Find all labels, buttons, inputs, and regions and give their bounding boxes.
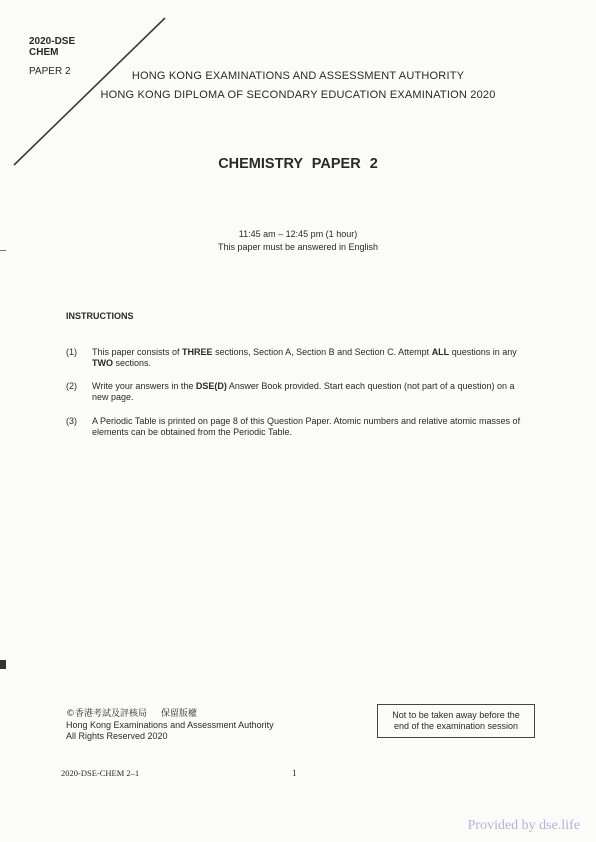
exam-heading: HONG KONG DIPLOMA OF SECONDARY EDUCATION EXAMINATION 2020 (100, 89, 496, 101)
copyright-chinese (66, 708, 274, 720)
instruction-number: (3) (66, 416, 77, 426)
copyright-chinese-rights: 保留版權 (161, 709, 198, 719)
authority-heading: HONG KONG EXAMINATIONS AND ASSESSMENT AUTHORITY (131, 70, 465, 82)
copyright-english-name: Hong Kong Examinations and Assessment Authority (66, 720, 274, 730)
instruction-item-3 (66, 416, 528, 438)
footer-paper-code: 2020-DSE-CHEM 2–1 (61, 768, 140, 778)
instruction-text: This paper consists of THREE sections, Section A, Section B and Section C. Attempt ALL questions in any TWO sections. (92, 347, 517, 368)
subject-code-label: CHEM (29, 47, 59, 58)
notice-line-1: Not to be taken away before the (392, 710, 520, 720)
instruction-item-1 (66, 347, 528, 369)
footer-page-number: 1 (292, 768, 297, 778)
instructions-heading: INSTRUCTIONS (66, 311, 134, 321)
copyright-symbol: © (66, 709, 75, 719)
dse-year-label: 2020-DSE (29, 36, 76, 47)
language-note: This paper must be answered in English (217, 242, 379, 252)
exam-time: 11:45 am – 12:45 pm (1 hour) (238, 229, 358, 239)
copyright-chinese-name: 香港考試及評核局 (75, 709, 148, 719)
scan-edge-mark (0, 660, 6, 669)
page-title: CHEMISTRY PAPER 2 (218, 156, 378, 172)
notice-box (377, 704, 535, 738)
copyright-block (66, 708, 274, 742)
instruction-item-2 (66, 381, 528, 403)
instruction-text: A Periodic Table is printed on page 8 of this Question Paper. Atomic numbers and relative atomic masses of elements can be obtained from the Periodic Table. (92, 416, 521, 437)
instruction-text: Write your answers in the DSE(D) Answer Book provided. Start each question (not part of a question) on a new page. (92, 381, 515, 402)
provided-by-watermark: Provided by dse.life (467, 818, 580, 833)
instruction-number: (1) (66, 347, 77, 357)
copyright-rights: All Rights Reserved 2020 (66, 731, 168, 741)
instruction-number: (2) (66, 381, 77, 391)
notice-line-2: end of the examination session (393, 721, 519, 731)
paper-number-label: PAPER 2 (29, 66, 71, 77)
